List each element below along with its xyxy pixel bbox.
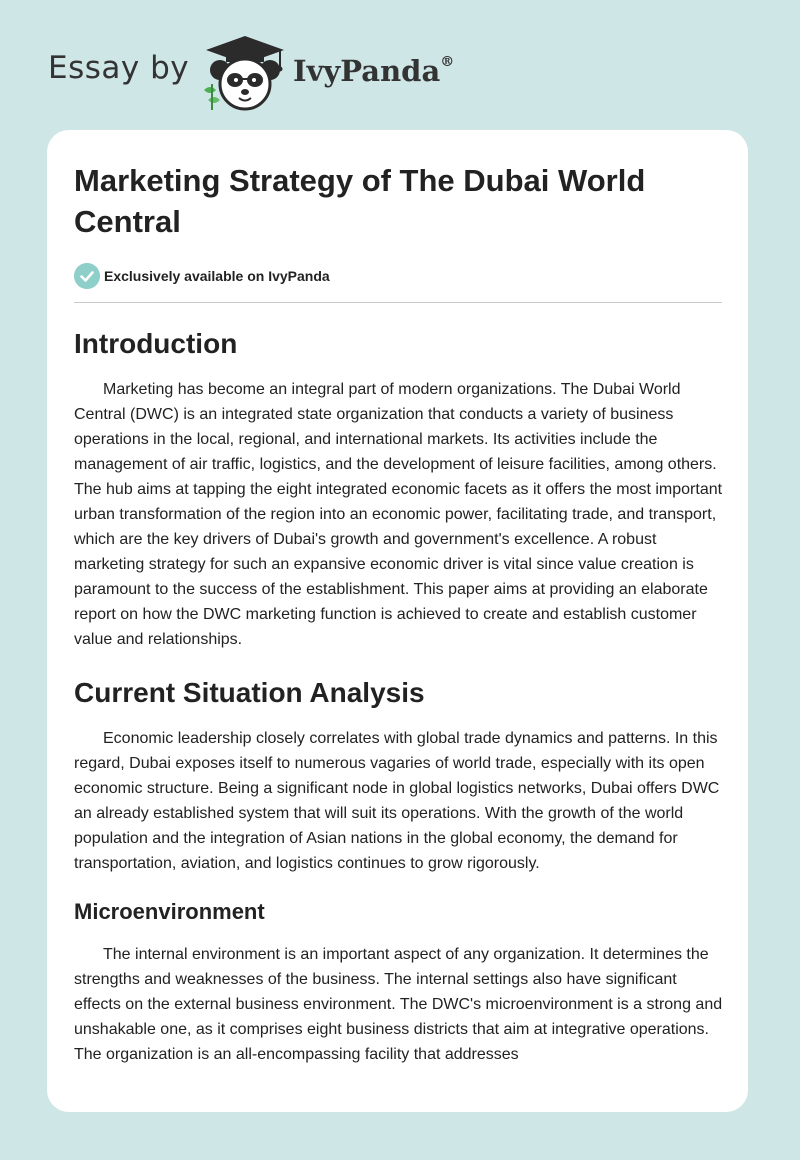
- exclusive-badge: [74, 262, 724, 290]
- section-heading-introduction: Introduction: [74, 328, 238, 359]
- panda-logo-icon[interactable]: [200, 34, 290, 114]
- essay-title: Marketing Strategy of The Dubai World Central: [74, 163, 646, 239]
- paragraph-current-situation: Economic leadership closely correlates with global trade dynamics and patterns. In this regard, Dubai exposes itself to numerous vagaries of world trade, especially with its open economic structure. Being a significant node in global logistics networks, Dubai offers DWC an already established system that will suit its operations. With the growth of the world population and the integration of Asian nations in the global economy, the demand for transportation, aviation, and logistics continues to grow rigorously.: [74, 730, 720, 872]
- exclusive-label: Exclusively available on IvyPanda: [104, 268, 330, 284]
- section-heading-microenvironment: Microenvironment: [74, 899, 265, 924]
- brand-label: IvyPanda: [293, 54, 441, 88]
- paragraph-introduction: Marketing has become an integral part of modern organizations. The Dubai World Central (DWC) is an integrated state organization that conducts a variety of business operations in the local, regional, and international markets. Its activities include the management of air traffic, logistics, and the development of leisure facilities, among others. The hub aims at tapping the eight integrated economic facets as it offers the most important urban transformation of the region into an economic power, facilitating trade, and transport, which are the key drivers of Dubai's growth and government's excellence. A robust marketing strategy for such an expansive economic driver is vital since value creation is paramount to the success of the establishment. This paper aims at providing an elaborate report on how the DWC marketing function is achieved to create and establish customer value and relationships.: [74, 381, 723, 648]
- divider: [74, 302, 722, 303]
- paragraph-microenvironment: The internal environment is an important aspect of any organization. It determines the strengths and weaknesses of the business. The internal settings also have significant effects on the external business environment. The DWC's microenvironment is a strong and unshakable one, as it comprises eight business districts that aim at integrative operations. The organization is an all-encompassing facility that addresses: [74, 946, 723, 1063]
- registered-mark: ®: [440, 54, 455, 71]
- brand-name[interactable]: [293, 54, 454, 88]
- site-header: [48, 30, 748, 110]
- essay-card: [47, 130, 748, 1112]
- essay-content: [74, 160, 724, 1067]
- essay-by-label: Essay by: [48, 50, 190, 86]
- check-circle-icon: [74, 263, 100, 289]
- section-heading-current-situation: Current Situation Analysis: [74, 677, 425, 708]
